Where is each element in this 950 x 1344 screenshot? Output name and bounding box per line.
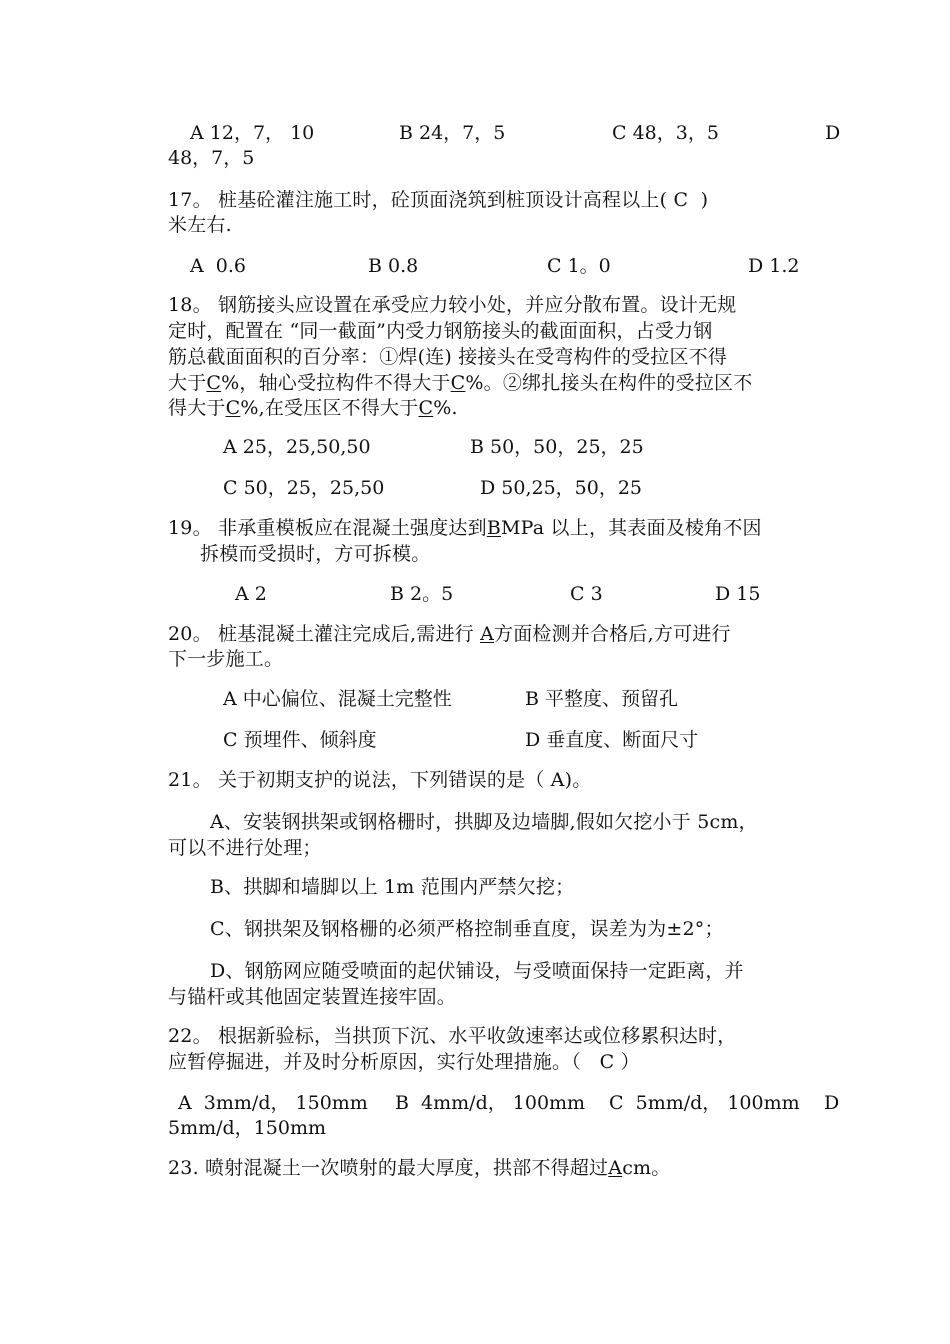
q20-line1-pre: 20。 桩基混凝土灌注完成后,需进行: [168, 623, 481, 645]
q18-question-line5: [168, 397, 458, 419]
q20-option-a: A 中心偏位、混凝土完整性: [223, 688, 452, 710]
q20-question-line1: [168, 623, 731, 645]
q22-option-d: D: [824, 1092, 840, 1114]
q18-question-line2: 定时，配置在 “同一截面”内受力钢筋接头的截面面积，占受力钢: [168, 320, 713, 342]
q18-question-line4: [168, 372, 752, 394]
q21-option-b: B、拱脚和墙脚以上 1m 范围内严禁欠挖；: [210, 876, 575, 898]
q18-line5-post: %.: [433, 397, 458, 419]
q22-option-c: C 5mm/d， 100mm: [609, 1092, 800, 1114]
q19-line1-post: MPa 以上，其表面及棱角不因: [501, 517, 762, 539]
q22-question-line1: 22。 根据新验标，当拱顶下沉、水平收敛速率达或位移累积达时，: [168, 1025, 737, 1047]
q18-answer-blank-3: C: [225, 397, 241, 419]
q18-line4-pre: 大于: [168, 372, 207, 394]
q22-question-line2: 应暂停掘进，并及时分析原因，实行处理措施。（ C ）: [168, 1051, 640, 1073]
q20-option-b: B 平整度、预留孔: [525, 688, 679, 710]
q17-option-a: A 0.6: [190, 255, 247, 277]
q18-line4-post: %。②绑扎接头在构件的受拉区不: [465, 372, 753, 394]
q19-option-a: A 2: [235, 583, 267, 605]
q20-option-d: D 垂直度、断面尺寸: [525, 729, 699, 751]
q18-option-a: A 25，25,50,50: [223, 436, 371, 458]
q21-option-d-line1: D、钢筋网应随受喷面的起伏铺设，与受喷面保持一定距离，并: [210, 960, 744, 982]
q16-option-c: C 48，3，5: [612, 122, 719, 144]
q19-option-c: C 3: [570, 583, 603, 605]
q19-option-d: D 15: [715, 583, 761, 605]
q18-question-line1: 18。 钢筋接头应设置在承受应力较小处，并应分散布置。设计无规: [168, 294, 737, 316]
q16-option-d: D: [825, 122, 841, 144]
q19-line1-pre: 19。 非承重模板应在混凝土强度达到: [168, 517, 487, 539]
q19-answer-blank: B: [486, 517, 501, 539]
q20-question-line2: 下一步施工。: [168, 648, 284, 670]
q23-question-line1: [168, 1157, 670, 1179]
q23-line1-pre: 23. 喷射混凝土一次喷射的最大厚度，拱部不得超过: [168, 1157, 609, 1179]
q22-option-a: A 3mm/d， 150mm: [178, 1092, 368, 1114]
q18-option-c: C 50，25，25,50: [223, 477, 385, 499]
q16-option-a: A 12，7， 10: [190, 122, 315, 144]
q19-question-line1: [168, 517, 762, 539]
q18-answer-blank-1: C: [206, 372, 222, 394]
q19-question-line2: 拆模而受损时，方可拆模。: [200, 543, 431, 565]
q17-question-line2: 米左右.: [168, 214, 232, 236]
q23-answer-blank: A: [608, 1157, 623, 1179]
q18-line4-mid: %，轴心受拉构件不得大于: [221, 372, 451, 394]
q16-option-b: B 24，7，5: [399, 122, 506, 144]
q18-option-d: D 50,25，50，25: [480, 477, 643, 499]
q20-option-c: C 预埋件、倾斜度: [223, 729, 377, 751]
q20-answer-blank: A: [480, 623, 495, 645]
q21-option-d-line2: 与锚杆或其他固定装置连接牢固。: [168, 986, 457, 1008]
q17-option-c: C 1。0: [547, 255, 611, 277]
q18-answer-blank-2: C: [450, 372, 466, 394]
q17-option-b: B 0.8: [368, 255, 419, 277]
q22-option-d-continued: 5mm/d，150mm: [168, 1117, 326, 1139]
q22-option-b: B 4mm/d， 100mm: [395, 1092, 586, 1114]
q16-option-d-continued: 48，7，5: [168, 147, 255, 169]
q19-option-b: B 2。5: [390, 583, 454, 605]
q18-option-b: B 50，50，25，25: [470, 436, 644, 458]
q21-option-a-line1: A、安装钢拱架或钢格栅时，拱脚及边墙脚,假如欠挖小于 5cm，: [210, 811, 758, 833]
q21-option-a-line2: 可以不进行处理；: [168, 837, 322, 859]
q17-option-d: D 1.2: [748, 255, 800, 277]
q18-answer-blank-4: C: [418, 397, 434, 419]
q21-question-line1: 21。 关于初期支护的说法，下列错误的是（ A)。: [168, 769, 592, 791]
q18-question-line3: 筋总截面面积的百分率：①焊(连) 接接头在受弯构件的受拉区不得: [168, 346, 728, 368]
q20-line1-post: 方面检测并合格后,方可进行: [494, 623, 731, 645]
q18-line5-pre: 得大于: [168, 397, 226, 419]
q23-line1-post: cm。: [622, 1157, 671, 1179]
q17-question-line1: 17。 桩基砼灌注施工时，砼顶面浇筑到桩顶设计高程以上( C ): [168, 189, 709, 211]
q18-line5-mid: %,在受压区不得大于: [240, 397, 419, 419]
q21-option-c: C、钢拱架及钢格栅的必须严格控制垂直度，误差为为±2°；: [210, 918, 724, 940]
